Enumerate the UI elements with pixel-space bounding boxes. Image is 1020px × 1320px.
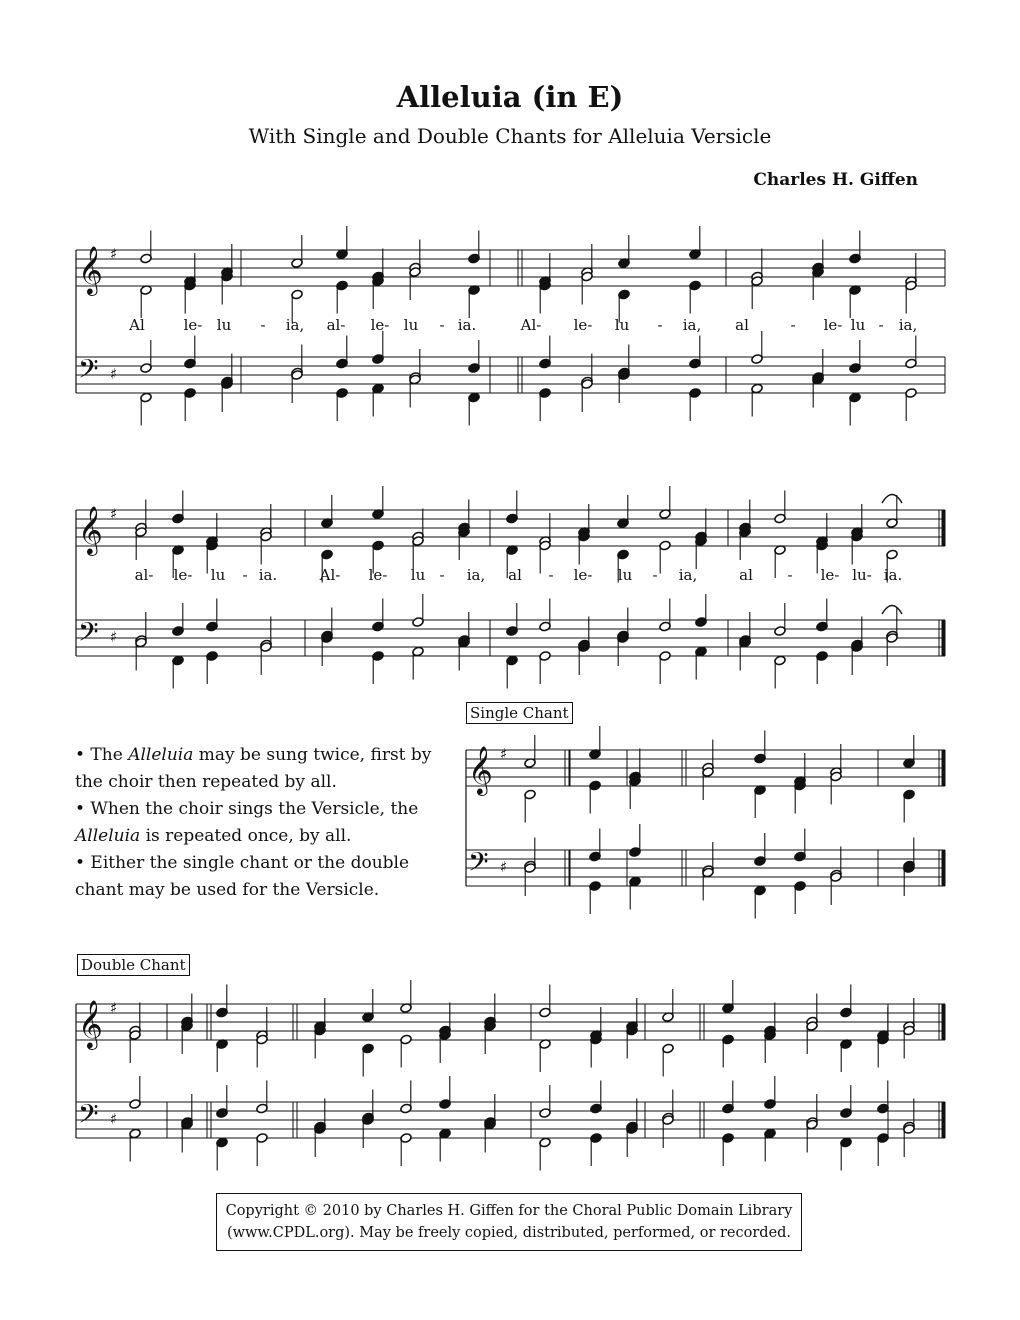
lyric-syllable: -: [242, 566, 248, 584]
note-item-3: • Either the single chant or the double chant may be used for the Versicle.: [75, 853, 410, 900]
lyric-syllable: le-: [368, 566, 388, 584]
key-signature-sharp: ♯: [500, 745, 508, 763]
bass-clef: 𝄢: [468, 846, 489, 884]
lyric-syllable: Al: [129, 316, 145, 334]
lyric-syllable: al: [508, 566, 522, 584]
key-signature-sharp: ♯: [110, 365, 118, 383]
copyright-box: [216, 1193, 802, 1251]
lyric-syllable: ia,: [898, 316, 918, 334]
lyric-syllable: al-: [326, 316, 346, 334]
lyric-syllable: Al-: [319, 566, 341, 584]
key-signature-sharp: ♯: [110, 1110, 118, 1128]
lyric-syllable: le-: [823, 316, 843, 334]
lyric-syllable: le-: [173, 566, 193, 584]
lyric-syllable: Al-: [520, 316, 542, 334]
lyric-syllable: le-: [573, 566, 593, 584]
copyright-line-1: Copyright © 2010 by Charles H. Giffen for the Choral Public Domain Library: [225, 1203, 793, 1219]
composer-name: Charles H. Giffen: [753, 170, 918, 190]
bass-clef: 𝄢: [78, 616, 99, 654]
lyric-syllable: lu: [410, 566, 426, 584]
treble-clef: 𝄞: [78, 505, 103, 554]
treble-clef: 𝄞: [78, 245, 103, 294]
lyric-syllable: le-: [183, 316, 203, 334]
fermata: [882, 606, 902, 615]
copyright-line-2: (www.CPDL.org). May be freely copied, distributed, performed, or recorded.: [226, 1225, 792, 1241]
note-item-2: • When the choir sings the Versicle, the Alleluia is repeated once, by all.: [75, 799, 419, 846]
bass-clef: 𝄢: [78, 1098, 99, 1136]
lyric-syllable: al: [735, 316, 749, 334]
lyric-syllable: -: [652, 566, 658, 584]
page-subtitle: With Single and Double Chants for Alleluia Versicle: [248, 124, 772, 148]
lyric-syllable: lu: [210, 566, 226, 584]
lyric-syllable: -: [260, 316, 266, 334]
key-signature-sharp: ♯: [110, 245, 118, 263]
lyric-syllable: lu: [614, 316, 630, 334]
key-signature-sharp: ♯: [110, 628, 118, 646]
performance-notes: [75, 742, 455, 904]
lyric-syllable: -: [790, 316, 796, 334]
lyric-syllable: lu-: [852, 566, 872, 584]
lyric-syllable: ia,: [678, 566, 698, 584]
key-signature-sharp: ♯: [110, 999, 118, 1017]
note-item-1: • The Alleluia may be sung twice, first by the choir then repeated by all.: [75, 745, 432, 792]
fermata: [882, 495, 902, 504]
lyric-syllable: ia,: [466, 566, 486, 584]
lyric-syllable: -: [439, 566, 445, 584]
key-signature-sharp: ♯: [110, 505, 118, 523]
lyric-syllable: ia.: [457, 316, 477, 334]
lyric-syllable: ia.: [258, 566, 278, 584]
lyric-syllable: le-: [820, 566, 840, 584]
lyric-syllable: lu: [403, 316, 419, 334]
treble-clef: 𝄞: [78, 999, 103, 1048]
lyric-syllable: -: [548, 566, 554, 584]
lyric-syllable: -: [439, 316, 445, 334]
lyric-syllable: -: [878, 316, 884, 334]
bass-clef: 𝄢: [78, 353, 99, 391]
lyric-syllable: -: [787, 566, 793, 584]
lyric-syllable: -: [657, 316, 663, 334]
lyric-syllable: le-: [573, 316, 593, 334]
page-title: Alleluia (in E): [396, 80, 624, 114]
lyric-syllable: ia.: [883, 566, 903, 584]
lyric-syllable: lu: [216, 316, 232, 334]
lyric-syllable: al-: [134, 566, 154, 584]
key-signature-sharp: ♯: [500, 858, 508, 876]
double-chant-label: Double Chant: [77, 954, 190, 976]
treble-clef: 𝄞: [468, 745, 493, 794]
lyric-syllable: ia,: [285, 316, 305, 334]
lyric-syllable: lu: [617, 566, 633, 584]
lyric-syllable: ia,: [682, 316, 702, 334]
lyric-syllable: lu: [850, 316, 866, 334]
lyric-syllable: al: [739, 566, 753, 584]
single-chant-label: Single Chant: [466, 702, 573, 724]
lyric-syllable: le-: [370, 316, 390, 334]
